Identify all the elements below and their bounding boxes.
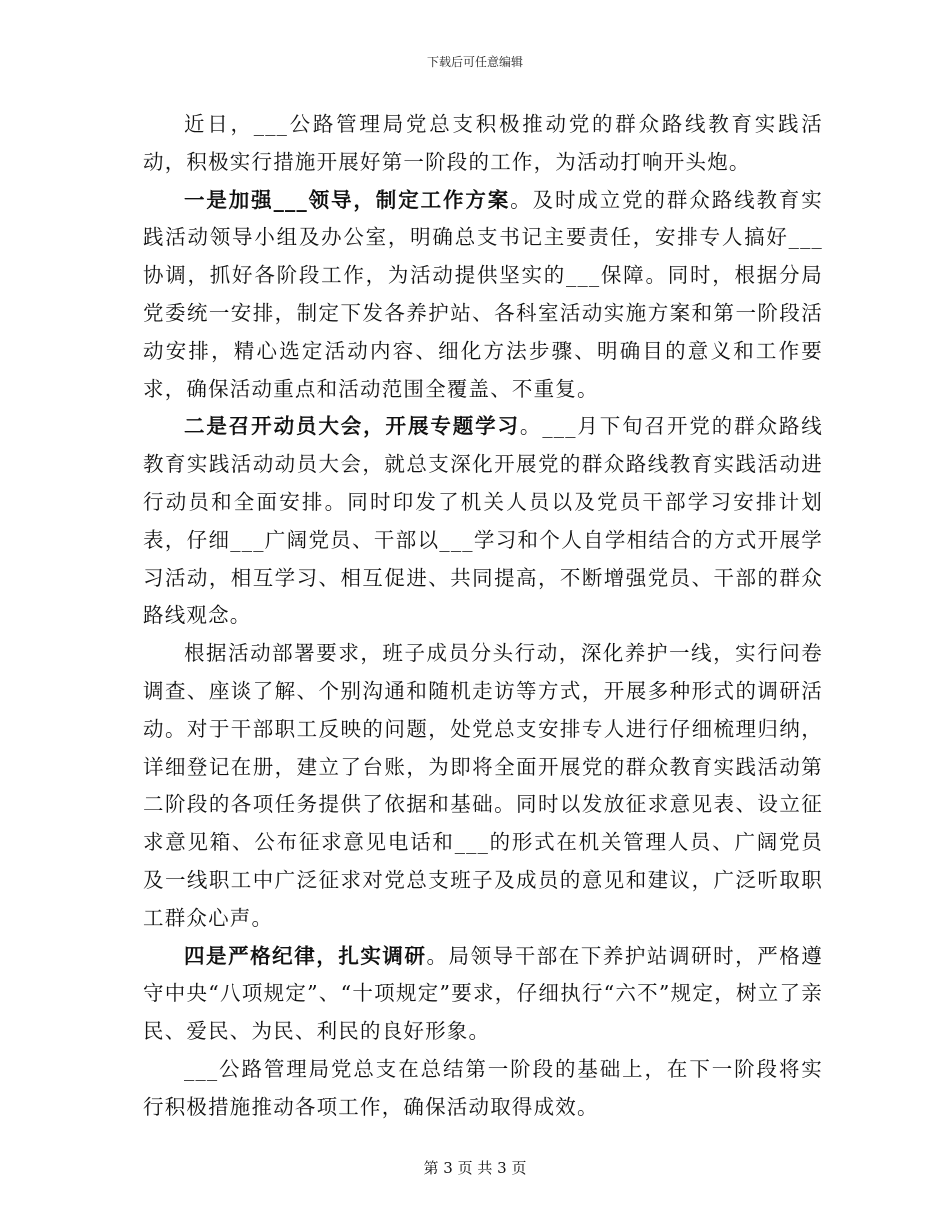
paragraph-conclusion: ___公路管理局党总支在总结第一阶段的基础上，在下一阶段将实行积极措施推动各项工作，确保活动取得成效。 <box>143 1056 823 1119</box>
paragraph-point-1 <box>143 182 823 409</box>
point-2-text: 。___月下旬召开党的群众路线教育实践活动动员大会，就总支深化开展党的群众路线教育实践活动进行动员和全面安排。同时印发了机关人员以及党员干部学习安排计划表，仔细___广阔党员、干部以___学习和个人自学相结合的方式开展学习活动，相互学习、相互促进、共同提高，不断增强党员、干部的群众路线观念。 <box>143 414 824 628</box>
point-1-text: 。及时成立党的群众路线教育实践活动领导小组及办公室，明确总支书记主要责任，安排专人搞好___协调，抓好各阶段工作，为活动提供坚实的___保障。同时，根据分局党委统一安排，制定下发各养护站、各科室活动实施方案和第一阶段活动安排，精心选定活动内容、细化方法步骤、明确目的意义和工作要求，确保活动重点和活动范围全覆盖、不重复。 <box>143 187 823 401</box>
page-footer: 第 3 页 共 3 页 <box>423 1159 527 1177</box>
paragraph-point-2 <box>143 408 823 635</box>
paragraph-research: 根据活动部署要求，班子成员分头行动，深化养护一线，实行问卷调查、座谈了解、个别沟通和随机走访等方式，开展多种形式的调研活动。对于干部职工反映的问题，处党总支安排专人进行仔细梳理归纳，详细登记在册，建立了台账，为即将全面开展党的群众教育实践活动第二阶段的各项任务提供了依据和基础。同时以发放征求意见表、设立征求意见箱、公布征求意见电话和___的形式在机关管理人员、广阔党员及一线职工中广泛征求对党总支班子及成员的意见和建议，广泛听取职工群众心声。 <box>143 641 823 930</box>
point-2-heading: 二是召开动员大会，开展专题学习 <box>184 414 520 439</box>
page-header: 下载后可任意编辑 <box>426 55 523 69</box>
point-4-heading: 四是严格纪律，扎实调研 <box>184 943 427 968</box>
point-1-heading: 一是加强___领导，制定工作方案 <box>184 187 511 212</box>
document-body <box>143 106 823 1127</box>
paragraph-intro: 近日，___公路管理局党总支积极推动党的群众路线教育实践活动，积极实行措施开展好第一阶段的工作，为活动打响开头炮。 <box>143 112 823 174</box>
point-4-text: 。局领导干部在下养护站调研时，严格遵守中央“八项规定”、“十项规定”要求，仔细执行“六不”规定，树立了亲民、爱民、为民、利民的良好形象。 <box>143 943 823 1044</box>
paragraph-point-4 <box>143 938 823 1051</box>
